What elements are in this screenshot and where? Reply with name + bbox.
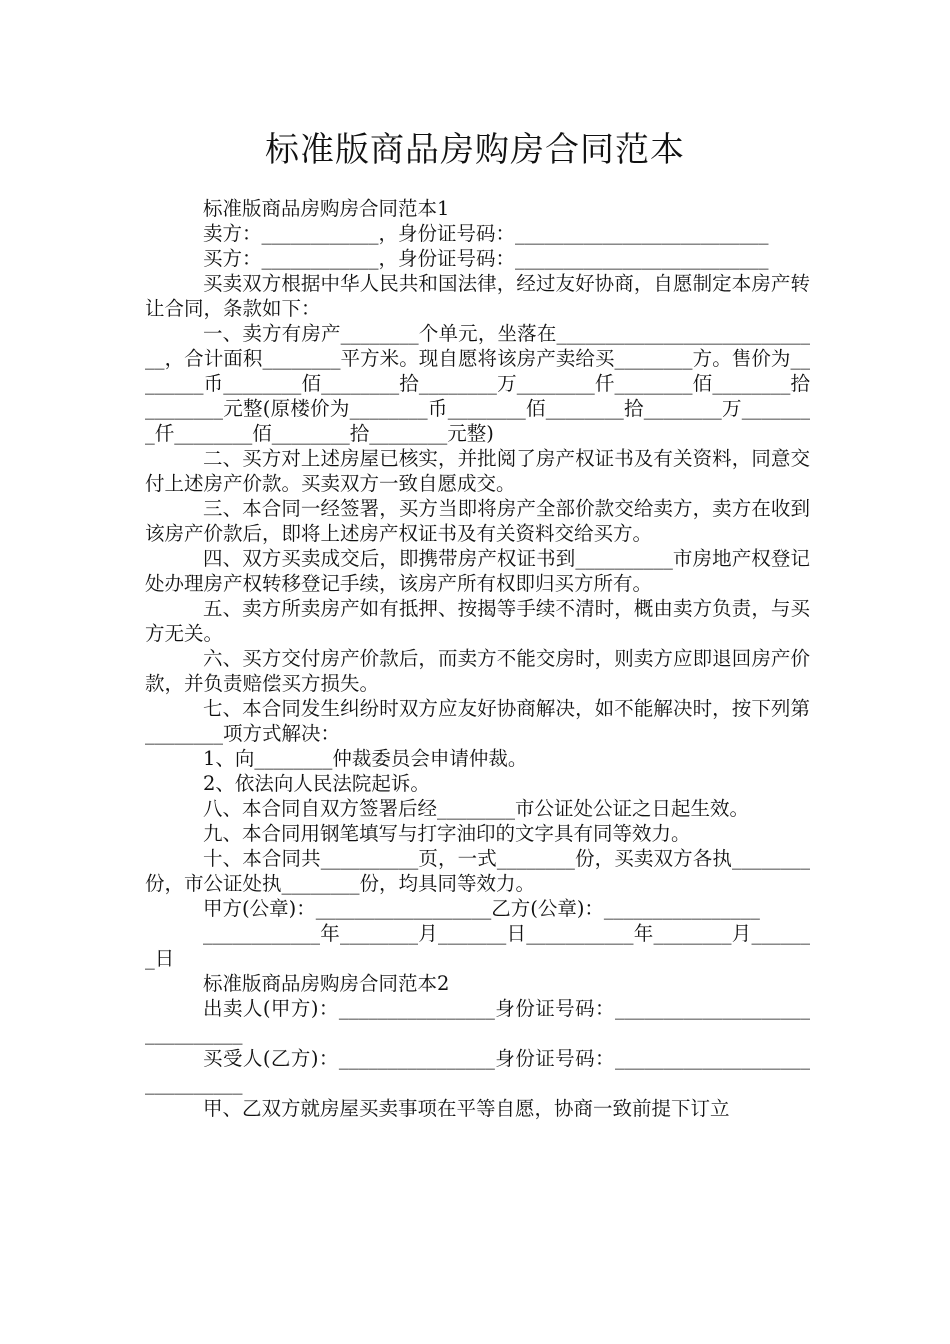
document-body	[145, 196, 810, 1121]
section-heading-2: 标准版商品房购房合同范本2	[203, 972, 450, 995]
seller-line: 卖方：____________，身份证号码：__________________________	[203, 222, 769, 245]
clause-7: 七、本合同发生纠纷时双方应友好协商解决，如不能解决时，按下列第________项方式解决：	[145, 697, 810, 745]
clause-3: 三、本合同一经签署，买方当即将房产全部价款交给卖方，卖方在收到该房产价款后，即将上述房产权证书及有关资料交给买方。	[145, 497, 810, 545]
signature-line: 甲方(公章)：__________________乙方(公章)：________________	[203, 897, 760, 920]
clause-1: 一、卖方有房产________个单元，坐落在____________________________，合计面积________平方米。现自愿将该房产卖给买________方。售价为________币________佰________拾________万________仟________佰________拾________元整(原楼价为________币________佰________拾________万________仟________佰________拾________元整)	[145, 322, 810, 445]
document-title: 标准版商品房购房合同范本	[265, 130, 685, 170]
clause-2: 二、买方对上述房屋已核实，并批阅了房产权证书及有关资料，同意交付上述房产价款。买卖双方一致自愿成交。	[145, 447, 810, 495]
section-heading-1: 标准版商品房购房合同范本1	[203, 197, 450, 220]
date-line: ____________年________月_______日___________年________月_______日	[145, 922, 810, 970]
clause-9: 九、本合同用钢笔填写与打字油印的文字具有同等效力。	[203, 822, 691, 845]
preamble-paragraph: 买卖双方根据中华人民共和国法律，经过友好协商，自愿制定本房产转让合同，条款如下：	[145, 272, 810, 320]
clause-10: 十、本合同共__________页，一式________份，买卖双方各执________份，市公证处执________份，均具同等效力。	[145, 847, 810, 895]
clause-4: 四、双方买卖成交后，即携带房产权证书到__________市房地产权登记处办理房产权转移登记手续，该房产所有权即归买方所有。	[145, 547, 810, 595]
buyer-party-line: 买受人(乙方)：________________身份证号码：______________________________	[145, 1047, 810, 1095]
clause-5: 五、卖方所卖房产如有抵押、按揭等手续不清时，概由卖方负责，与买方无关。	[145, 597, 810, 645]
buyer-line: 买方：____________，身份证号码：__________________________	[203, 247, 769, 270]
seller-party-line: 出卖人(甲方)：________________身份证号码：______________________________	[145, 997, 810, 1045]
clause-7-option-1: 1、向________仲裁委员会申请仲裁。	[203, 747, 528, 770]
agreement-preamble: 甲、乙双方就房屋买卖事项在平等自愿，协商一致前提下订立	[203, 1097, 730, 1120]
clause-8: 八、本合同自双方签署后经________市公证处公证之日起生效。	[203, 797, 750, 820]
clause-7-option-2: 2、依法向人民法院起诉。	[203, 772, 430, 795]
clause-6: 六、买方交付房产价款后，而卖方不能交房时，则卖方应即退回房产价款，并负责赔偿买方损失。	[145, 647, 810, 695]
